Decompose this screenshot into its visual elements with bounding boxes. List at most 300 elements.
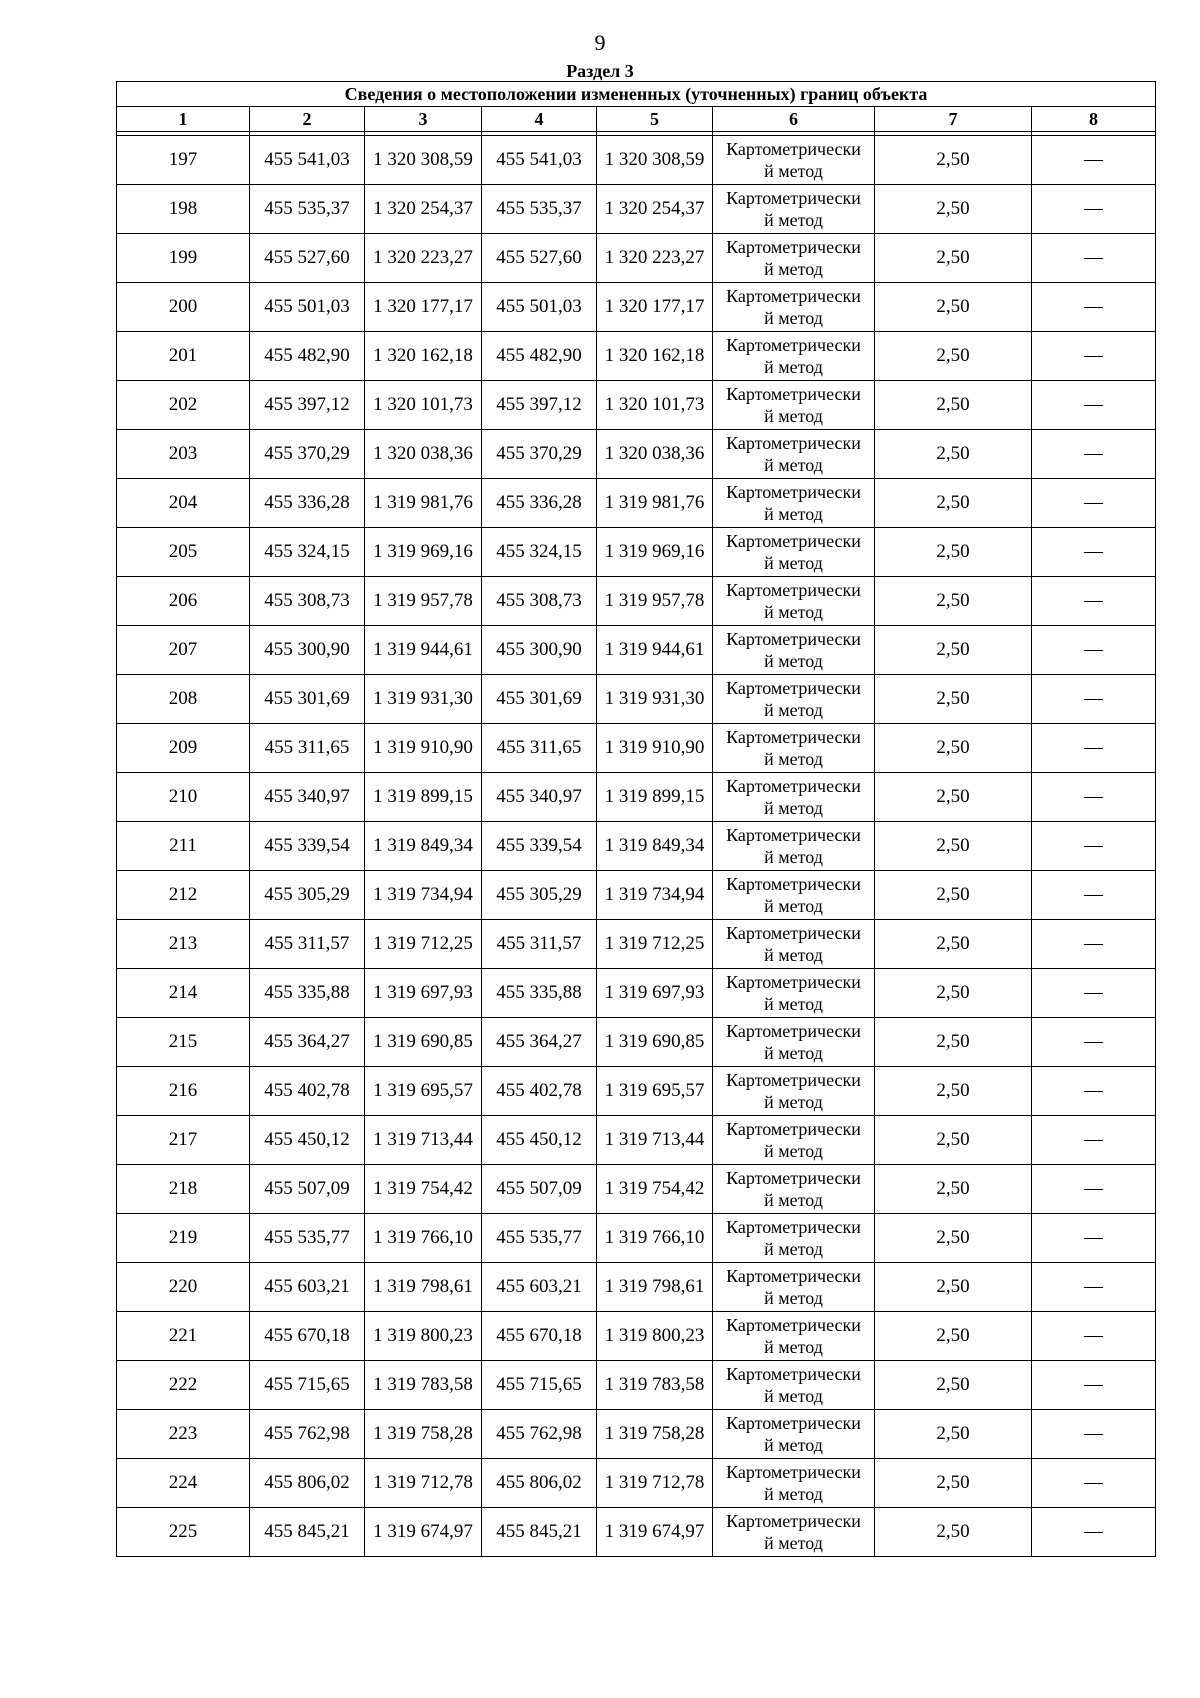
note-cell: — xyxy=(1032,381,1156,430)
note-cell: — xyxy=(1032,773,1156,822)
x-refined-cell: 455 370,29 xyxy=(482,430,597,479)
y-refined-cell: 1 320 038,36 xyxy=(597,430,713,479)
y-refined-cell: 1 320 254,37 xyxy=(597,185,713,234)
y-refined-cell: 1 319 969,16 xyxy=(597,528,713,577)
method-cell xyxy=(713,724,875,773)
x-existing-cell: 455 336,28 xyxy=(250,479,365,528)
y-refined-cell: 1 319 712,78 xyxy=(597,1459,713,1508)
method-line-1: Картометрически xyxy=(726,1364,861,1384)
method-cell xyxy=(713,1067,875,1116)
y-refined-cell: 1 319 758,28 xyxy=(597,1410,713,1459)
method-cell xyxy=(713,1165,875,1214)
y-existing-cell: 1 320 254,37 xyxy=(365,185,482,234)
x-refined-cell: 455 541,03 xyxy=(482,136,597,185)
y-existing-cell: 1 319 754,42 xyxy=(365,1165,482,1214)
note-cell: — xyxy=(1032,1165,1156,1214)
point-number-cell: 216 xyxy=(117,1067,250,1116)
y-refined-cell: 1 320 162,18 xyxy=(597,332,713,381)
method-line-1: Картометрически xyxy=(726,1315,861,1335)
accuracy-cell: 2,50 xyxy=(875,969,1032,1018)
x-existing-cell: 455 535,37 xyxy=(250,185,365,234)
column-number: 8 xyxy=(1032,107,1156,132)
x-existing-cell: 455 535,77 xyxy=(250,1214,365,1263)
x-existing-cell: 455 305,29 xyxy=(250,871,365,920)
method-line-2: й метод xyxy=(764,1386,823,1406)
method-line-2: й метод xyxy=(764,1043,823,1063)
y-existing-cell: 1 319 734,94 xyxy=(365,871,482,920)
accuracy-cell: 2,50 xyxy=(875,1312,1032,1361)
accuracy-cell: 2,50 xyxy=(875,773,1032,822)
x-refined-cell: 455 340,97 xyxy=(482,773,597,822)
y-existing-cell: 1 319 712,25 xyxy=(365,920,482,969)
method-line-1: Картометрически xyxy=(726,1511,861,1531)
point-number-cell: 201 xyxy=(117,332,250,381)
accuracy-cell: 2,50 xyxy=(875,871,1032,920)
y-refined-cell: 1 319 697,93 xyxy=(597,969,713,1018)
note-cell: — xyxy=(1032,234,1156,283)
point-number-cell: 222 xyxy=(117,1361,250,1410)
table-row xyxy=(117,626,1156,675)
x-existing-cell: 455 402,78 xyxy=(250,1067,365,1116)
y-refined-cell: 1 319 783,58 xyxy=(597,1361,713,1410)
y-refined-cell: 1 320 223,27 xyxy=(597,234,713,283)
accuracy-cell: 2,50 xyxy=(875,675,1032,724)
table-row xyxy=(117,773,1156,822)
point-number-cell: 215 xyxy=(117,1018,250,1067)
y-existing-cell: 1 320 223,27 xyxy=(365,234,482,283)
table-row xyxy=(117,430,1156,479)
note-cell: — xyxy=(1032,675,1156,724)
method-line-1: Картометрически xyxy=(726,433,861,453)
method-cell xyxy=(713,1312,875,1361)
point-number-cell: 202 xyxy=(117,381,250,430)
method-line-2: й метод xyxy=(764,1288,823,1308)
method-line-2: й метод xyxy=(764,1435,823,1455)
x-refined-cell: 455 501,03 xyxy=(482,283,597,332)
table-row xyxy=(117,332,1156,381)
method-line-1: Картометрически xyxy=(726,1021,861,1041)
method-line-1: Картометрически xyxy=(726,1119,861,1139)
x-refined-cell: 455 402,78 xyxy=(482,1067,597,1116)
point-number-cell: 198 xyxy=(117,185,250,234)
table-row xyxy=(117,1214,1156,1263)
y-existing-cell: 1 319 957,78 xyxy=(365,577,482,626)
x-refined-cell: 455 762,98 xyxy=(482,1410,597,1459)
y-refined-cell: 1 319 910,90 xyxy=(597,724,713,773)
accuracy-cell: 2,50 xyxy=(875,430,1032,479)
method-cell xyxy=(713,675,875,724)
table-row xyxy=(117,724,1156,773)
method-line-1: Картометрически xyxy=(726,139,861,159)
point-number-cell: 207 xyxy=(117,626,250,675)
accuracy-cell: 2,50 xyxy=(875,1116,1032,1165)
method-line-2: й метод xyxy=(764,700,823,720)
method-line-2: й метод xyxy=(764,1190,823,1210)
method-cell xyxy=(713,822,875,871)
x-refined-cell: 455 311,65 xyxy=(482,724,597,773)
accuracy-cell: 2,50 xyxy=(875,1361,1032,1410)
note-cell: — xyxy=(1032,1214,1156,1263)
y-existing-cell: 1 319 981,76 xyxy=(365,479,482,528)
point-number-cell: 199 xyxy=(117,234,250,283)
table-row xyxy=(117,1410,1156,1459)
accuracy-cell: 2,50 xyxy=(875,381,1032,430)
accuracy-cell: 2,50 xyxy=(875,332,1032,381)
point-number-cell: 223 xyxy=(117,1410,250,1459)
y-existing-cell: 1 319 697,93 xyxy=(365,969,482,1018)
note-cell: — xyxy=(1032,626,1156,675)
y-refined-cell: 1 319 690,85 xyxy=(597,1018,713,1067)
note-cell: — xyxy=(1032,1018,1156,1067)
method-line-2: й метод xyxy=(764,896,823,916)
x-existing-cell: 455 450,12 xyxy=(250,1116,365,1165)
note-cell: — xyxy=(1032,430,1156,479)
method-line-2: й метод xyxy=(764,259,823,279)
coordinates-table xyxy=(116,81,1156,1557)
point-number-cell: 203 xyxy=(117,430,250,479)
note-cell: — xyxy=(1032,724,1156,773)
method-cell xyxy=(713,283,875,332)
table-row xyxy=(117,675,1156,724)
note-cell: — xyxy=(1032,1508,1156,1557)
table-row xyxy=(117,185,1156,234)
y-refined-cell: 1 319 695,57 xyxy=(597,1067,713,1116)
method-line-1: Картометрически xyxy=(726,384,861,404)
y-refined-cell: 1 320 101,73 xyxy=(597,381,713,430)
y-existing-cell: 1 319 758,28 xyxy=(365,1410,482,1459)
point-number-cell: 204 xyxy=(117,479,250,528)
y-refined-cell: 1 319 712,25 xyxy=(597,920,713,969)
method-line-1: Картометрически xyxy=(726,188,861,208)
column-number: 7 xyxy=(875,107,1032,132)
method-line-1: Картометрически xyxy=(726,1413,861,1433)
x-existing-cell: 455 715,65 xyxy=(250,1361,365,1410)
x-refined-cell: 455 603,21 xyxy=(482,1263,597,1312)
y-existing-cell: 1 320 038,36 xyxy=(365,430,482,479)
method-line-2: й метод xyxy=(764,945,823,965)
method-cell xyxy=(713,577,875,626)
method-cell xyxy=(713,1116,875,1165)
x-refined-cell: 455 336,28 xyxy=(482,479,597,528)
note-cell: — xyxy=(1032,1459,1156,1508)
accuracy-cell: 2,50 xyxy=(875,822,1032,871)
method-cell xyxy=(713,773,875,822)
x-existing-cell: 455 311,65 xyxy=(250,724,365,773)
method-line-2: й метод xyxy=(764,406,823,426)
method-line-2: й метод xyxy=(764,1092,823,1112)
table-row xyxy=(117,577,1156,626)
column-number: 4 xyxy=(482,107,597,132)
x-existing-cell: 455 324,15 xyxy=(250,528,365,577)
method-line-2: й метод xyxy=(764,455,823,475)
y-refined-cell: 1 319 798,61 xyxy=(597,1263,713,1312)
point-number-cell: 214 xyxy=(117,969,250,1018)
method-line-1: Картометрически xyxy=(726,531,861,551)
accuracy-cell: 2,50 xyxy=(875,1165,1032,1214)
method-line-1: Картометрически xyxy=(726,923,861,943)
point-number-cell: 220 xyxy=(117,1263,250,1312)
section-title: Раздел 3 xyxy=(566,61,634,81)
method-line-2: й метод xyxy=(764,651,823,671)
method-cell xyxy=(713,430,875,479)
method-cell xyxy=(713,185,875,234)
note-cell: — xyxy=(1032,1312,1156,1361)
method-cell xyxy=(713,1263,875,1312)
method-cell xyxy=(713,1459,875,1508)
method-cell xyxy=(713,626,875,675)
method-line-1: Картометрически xyxy=(726,1266,861,1286)
y-refined-cell: 1 319 674,97 xyxy=(597,1508,713,1557)
method-line-2: й метод xyxy=(764,553,823,573)
note-cell: — xyxy=(1032,871,1156,920)
column-number: 5 xyxy=(597,107,713,132)
method-line-2: й метод xyxy=(764,1239,823,1259)
table-row xyxy=(117,479,1156,528)
y-existing-cell: 1 319 944,61 xyxy=(365,626,482,675)
x-existing-cell: 455 806,02 xyxy=(250,1459,365,1508)
table-row xyxy=(117,920,1156,969)
x-refined-cell: 455 364,27 xyxy=(482,1018,597,1067)
method-line-2: й метод xyxy=(764,357,823,377)
point-number-cell: 197 xyxy=(117,136,250,185)
note-cell: — xyxy=(1032,332,1156,381)
y-existing-cell: 1 319 783,58 xyxy=(365,1361,482,1410)
accuracy-cell: 2,50 xyxy=(875,185,1032,234)
x-refined-cell: 455 527,60 xyxy=(482,234,597,283)
y-existing-cell: 1 320 177,17 xyxy=(365,283,482,332)
table-row xyxy=(117,1018,1156,1067)
column-number: 3 xyxy=(365,107,482,132)
point-number-cell: 212 xyxy=(117,871,250,920)
y-refined-cell: 1 319 957,78 xyxy=(597,577,713,626)
table-body xyxy=(117,136,1156,1557)
y-refined-cell: 1 320 177,17 xyxy=(597,283,713,332)
y-existing-cell: 1 319 766,10 xyxy=(365,1214,482,1263)
x-existing-cell: 455 370,29 xyxy=(250,430,365,479)
point-number-cell: 210 xyxy=(117,773,250,822)
method-line-2: й метод xyxy=(764,308,823,328)
x-existing-cell: 455 397,12 xyxy=(250,381,365,430)
table-row xyxy=(117,381,1156,430)
note-cell: — xyxy=(1032,1067,1156,1116)
x-existing-cell: 455 845,21 xyxy=(250,1508,365,1557)
method-line-1: Картометрически xyxy=(726,874,861,894)
x-existing-cell: 455 300,90 xyxy=(250,626,365,675)
y-refined-cell: 1 320 308,59 xyxy=(597,136,713,185)
accuracy-cell: 2,50 xyxy=(875,577,1032,626)
y-refined-cell: 1 319 931,30 xyxy=(597,675,713,724)
note-cell: — xyxy=(1032,283,1156,332)
method-line-1: Картометрически xyxy=(726,286,861,306)
method-cell xyxy=(713,332,875,381)
x-existing-cell: 455 507,09 xyxy=(250,1165,365,1214)
method-line-2: й метод xyxy=(764,504,823,524)
x-existing-cell: 455 340,97 xyxy=(250,773,365,822)
note-cell: — xyxy=(1032,577,1156,626)
y-refined-cell: 1 319 734,94 xyxy=(597,871,713,920)
x-refined-cell: 455 305,29 xyxy=(482,871,597,920)
accuracy-cell: 2,50 xyxy=(875,283,1032,332)
method-line-2: й метод xyxy=(764,749,823,769)
note-cell: — xyxy=(1032,1410,1156,1459)
x-refined-cell: 455 324,15 xyxy=(482,528,597,577)
x-refined-cell: 455 301,69 xyxy=(482,675,597,724)
x-existing-cell: 455 482,90 xyxy=(250,332,365,381)
method-line-2: й метод xyxy=(764,210,823,230)
column-number: 1 xyxy=(117,107,250,132)
y-existing-cell: 1 319 690,85 xyxy=(365,1018,482,1067)
table-row xyxy=(117,871,1156,920)
method-line-1: Картометрически xyxy=(726,1168,861,1188)
table-row xyxy=(117,1361,1156,1410)
x-refined-cell: 455 450,12 xyxy=(482,1116,597,1165)
method-cell xyxy=(713,871,875,920)
accuracy-cell: 2,50 xyxy=(875,920,1032,969)
x-existing-cell: 455 501,03 xyxy=(250,283,365,332)
accuracy-cell: 2,50 xyxy=(875,1459,1032,1508)
note-cell: — xyxy=(1032,1116,1156,1165)
point-number-cell: 213 xyxy=(117,920,250,969)
method-line-1: Картометрически xyxy=(726,580,861,600)
y-existing-cell: 1 319 969,16 xyxy=(365,528,482,577)
method-line-1: Картометрически xyxy=(726,972,861,992)
method-line-2: й метод xyxy=(764,1533,823,1553)
method-cell xyxy=(713,479,875,528)
method-line-1: Картометрически xyxy=(726,727,861,747)
y-existing-cell: 1 319 712,78 xyxy=(365,1459,482,1508)
x-existing-cell: 455 670,18 xyxy=(250,1312,365,1361)
x-refined-cell: 455 308,73 xyxy=(482,577,597,626)
x-existing-cell: 455 335,88 xyxy=(250,969,365,1018)
point-number-cell: 211 xyxy=(117,822,250,871)
y-existing-cell: 1 319 899,15 xyxy=(365,773,482,822)
y-existing-cell: 1 319 800,23 xyxy=(365,1312,482,1361)
accuracy-cell: 2,50 xyxy=(875,1067,1032,1116)
x-refined-cell: 455 482,90 xyxy=(482,332,597,381)
method-line-1: Картометрически xyxy=(726,1217,861,1237)
point-number-cell: 218 xyxy=(117,1165,250,1214)
x-existing-cell: 455 311,57 xyxy=(250,920,365,969)
x-refined-cell: 455 535,77 xyxy=(482,1214,597,1263)
note-cell: — xyxy=(1032,136,1156,185)
note-cell: — xyxy=(1032,479,1156,528)
column-number: 6 xyxy=(713,107,875,132)
x-refined-cell: 455 535,37 xyxy=(482,185,597,234)
y-refined-cell: 1 319 766,10 xyxy=(597,1214,713,1263)
y-existing-cell: 1 319 849,34 xyxy=(365,822,482,871)
x-refined-cell: 455 300,90 xyxy=(482,626,597,675)
y-refined-cell: 1 319 981,76 xyxy=(597,479,713,528)
method-line-2: й метод xyxy=(764,1484,823,1504)
point-number-cell: 219 xyxy=(117,1214,250,1263)
point-number-cell: 208 xyxy=(117,675,250,724)
accuracy-cell: 2,50 xyxy=(875,1263,1032,1312)
accuracy-cell: 2,50 xyxy=(875,1508,1032,1557)
method-cell xyxy=(713,234,875,283)
x-refined-cell: 455 339,54 xyxy=(482,822,597,871)
method-cell xyxy=(713,1018,875,1067)
method-cell xyxy=(713,920,875,969)
point-number-cell: 205 xyxy=(117,528,250,577)
note-cell: — xyxy=(1032,920,1156,969)
note-cell: — xyxy=(1032,1263,1156,1312)
accuracy-cell: 2,50 xyxy=(875,479,1032,528)
point-number-cell: 206 xyxy=(117,577,250,626)
y-refined-cell: 1 319 800,23 xyxy=(597,1312,713,1361)
page-number: 9 xyxy=(594,30,606,55)
point-number-cell: 225 xyxy=(117,1508,250,1557)
table-row xyxy=(117,1165,1156,1214)
x-existing-cell: 455 527,60 xyxy=(250,234,365,283)
method-line-2: й метод xyxy=(764,798,823,818)
note-cell: — xyxy=(1032,969,1156,1018)
method-cell xyxy=(713,528,875,577)
y-refined-cell: 1 319 899,15 xyxy=(597,773,713,822)
x-refined-cell: 455 311,57 xyxy=(482,920,597,969)
table-row xyxy=(117,283,1156,332)
method-cell xyxy=(713,1508,875,1557)
note-cell: — xyxy=(1032,528,1156,577)
table-row xyxy=(117,136,1156,185)
accuracy-cell: 2,50 xyxy=(875,1214,1032,1263)
x-refined-cell: 455 507,09 xyxy=(482,1165,597,1214)
note-cell: — xyxy=(1032,185,1156,234)
note-cell: — xyxy=(1032,1361,1156,1410)
method-cell xyxy=(713,136,875,185)
table-row xyxy=(117,1312,1156,1361)
method-line-1: Картометрически xyxy=(726,1462,861,1482)
x-refined-cell: 455 806,02 xyxy=(482,1459,597,1508)
method-cell xyxy=(713,1410,875,1459)
method-line-1: Картометрически xyxy=(726,678,861,698)
method-line-2: й метод xyxy=(764,847,823,867)
column-number: 2 xyxy=(250,107,365,132)
y-existing-cell: 1 319 931,30 xyxy=(365,675,482,724)
method-line-1: Картометрически xyxy=(726,335,861,355)
x-existing-cell: 455 762,98 xyxy=(250,1410,365,1459)
method-cell xyxy=(713,381,875,430)
accuracy-cell: 2,50 xyxy=(875,724,1032,773)
point-number-cell: 224 xyxy=(117,1459,250,1508)
note-cell: — xyxy=(1032,822,1156,871)
y-refined-cell: 1 319 944,61 xyxy=(597,626,713,675)
y-refined-cell: 1 319 754,42 xyxy=(597,1165,713,1214)
x-existing-cell: 455 339,54 xyxy=(250,822,365,871)
method-line-1: Картометрически xyxy=(726,482,861,502)
method-line-2: й метод xyxy=(764,1337,823,1357)
column-number-row xyxy=(117,107,1156,132)
table-row xyxy=(117,1263,1156,1312)
method-line-1: Картометрически xyxy=(726,1070,861,1090)
method-line-1: Картометрически xyxy=(726,629,861,649)
point-number-cell: 200 xyxy=(117,283,250,332)
y-existing-cell: 1 319 713,44 xyxy=(365,1116,482,1165)
method-line-1: Картометрически xyxy=(726,776,861,796)
y-existing-cell: 1 320 308,59 xyxy=(365,136,482,185)
table-row xyxy=(117,1067,1156,1116)
table-row xyxy=(117,528,1156,577)
y-existing-cell: 1 320 101,73 xyxy=(365,381,482,430)
table-row xyxy=(117,1116,1156,1165)
method-cell xyxy=(713,1361,875,1410)
table-row xyxy=(117,969,1156,1018)
method-line-2: й метод xyxy=(764,161,823,181)
y-existing-cell: 1 320 162,18 xyxy=(365,332,482,381)
method-line-1: Картометрически xyxy=(726,237,861,257)
x-existing-cell: 455 364,27 xyxy=(250,1018,365,1067)
x-refined-cell: 455 670,18 xyxy=(482,1312,597,1361)
x-existing-cell: 455 308,73 xyxy=(250,577,365,626)
